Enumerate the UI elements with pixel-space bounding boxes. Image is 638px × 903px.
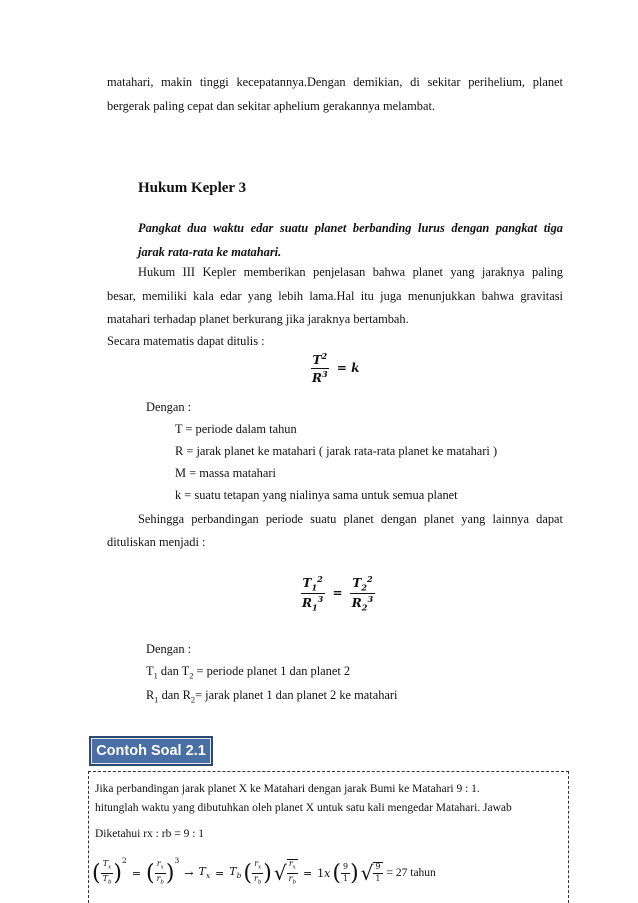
- comparison-formula: $\frac{T_1^2}{R_1^3}$ = $\frac{T_2^2}{R_2^3}$: [302, 574, 374, 613]
- example-text: Jika perbandingan jarak planet X ke Matahari dengan jarak Bumi ke Matahari 9 : 1.: [95, 783, 480, 795]
- law-statement: jarak rata-rata ke matahari.: [138, 245, 282, 259]
- section-heading: Hukum Kepler 3: [138, 180, 247, 196]
- legend-item: M = massa matahari: [175, 466, 276, 480]
- paragraph-line: matahari, makin tinggi kecepatannya.Dengan demikian, di sekitar perihelium, planet: [107, 75, 563, 89]
- kepler-formula: $\frac{T^2}{R^3}$ = k: [312, 351, 360, 386]
- legend-label: Dengan :: [146, 400, 192, 414]
- legend-item: R = jarak planet ke matahari ( jarak rata-rata planet ke matahari ): [175, 444, 498, 458]
- paragraph-line: dituliskan menjadi :: [107, 535, 206, 549]
- example-given: Diketahui rx : rb = 9 : 1: [95, 828, 205, 840]
- legend-label: Dengan :: [146, 642, 192, 656]
- legend-item: k = suatu tetapan yang nialinya sama untuk semua planet: [175, 488, 458, 502]
- law-statement: Pangkat dua waktu edar suatu planet berbanding lurus dengan pangkat tiga: [138, 221, 563, 235]
- paragraph-line: Sehingga perbandingan periode suatu planet dengan planet yang lainnya dapat: [138, 512, 563, 526]
- example-solution: ( $\frac{T_x}{T_b}$ ) $^2$ = ( $\frac{r_x}{r_b}$ ) $^3$ → $T_x$ = $T_b$ ( $\frac{r_x}{r_b}$ ) √ $\frac{r_x}{r_b}$ = 1 x ( $\frac{9}{1}$ ) √ $\frac{9}{1}$ = 27 tahun: [92, 856, 436, 886]
- paragraph-line: Secara matematis dapat ditulis :: [107, 334, 265, 348]
- paragraph-line: Hukum III Kepler memberikan penjelasan bahwa planet yang jaraknya paling: [138, 265, 563, 279]
- paragraph-line: bergerak paling cepat dan sekitar aphelium gerakannya melambat.: [107, 99, 435, 113]
- example-text: hitunglah waktu yang dibutuhkan oleh planet X untuk satu kali mengedar Matahari. Jawab: [95, 802, 512, 814]
- legend-item: $R_1$ dan $R_2=$ jarak planet 1 dan planet 2 ke matahari: [146, 688, 398, 705]
- legend-item: T = periode dalam tahun: [175, 422, 297, 436]
- legend-item: $T_1$ dan $T_2$ = periode planet 1 dan planet 2: [146, 664, 351, 681]
- paragraph-line: matahari terhadap planet berkurang jika jaraknya bertambah.: [107, 312, 409, 326]
- paragraph-line: besar, memiliki kala edar yang lebih lama.Hal itu juga menunjukkan bahwa gravitasi: [107, 289, 563, 303]
- example-badge: Contoh Soal 2.1: [89, 736, 213, 766]
